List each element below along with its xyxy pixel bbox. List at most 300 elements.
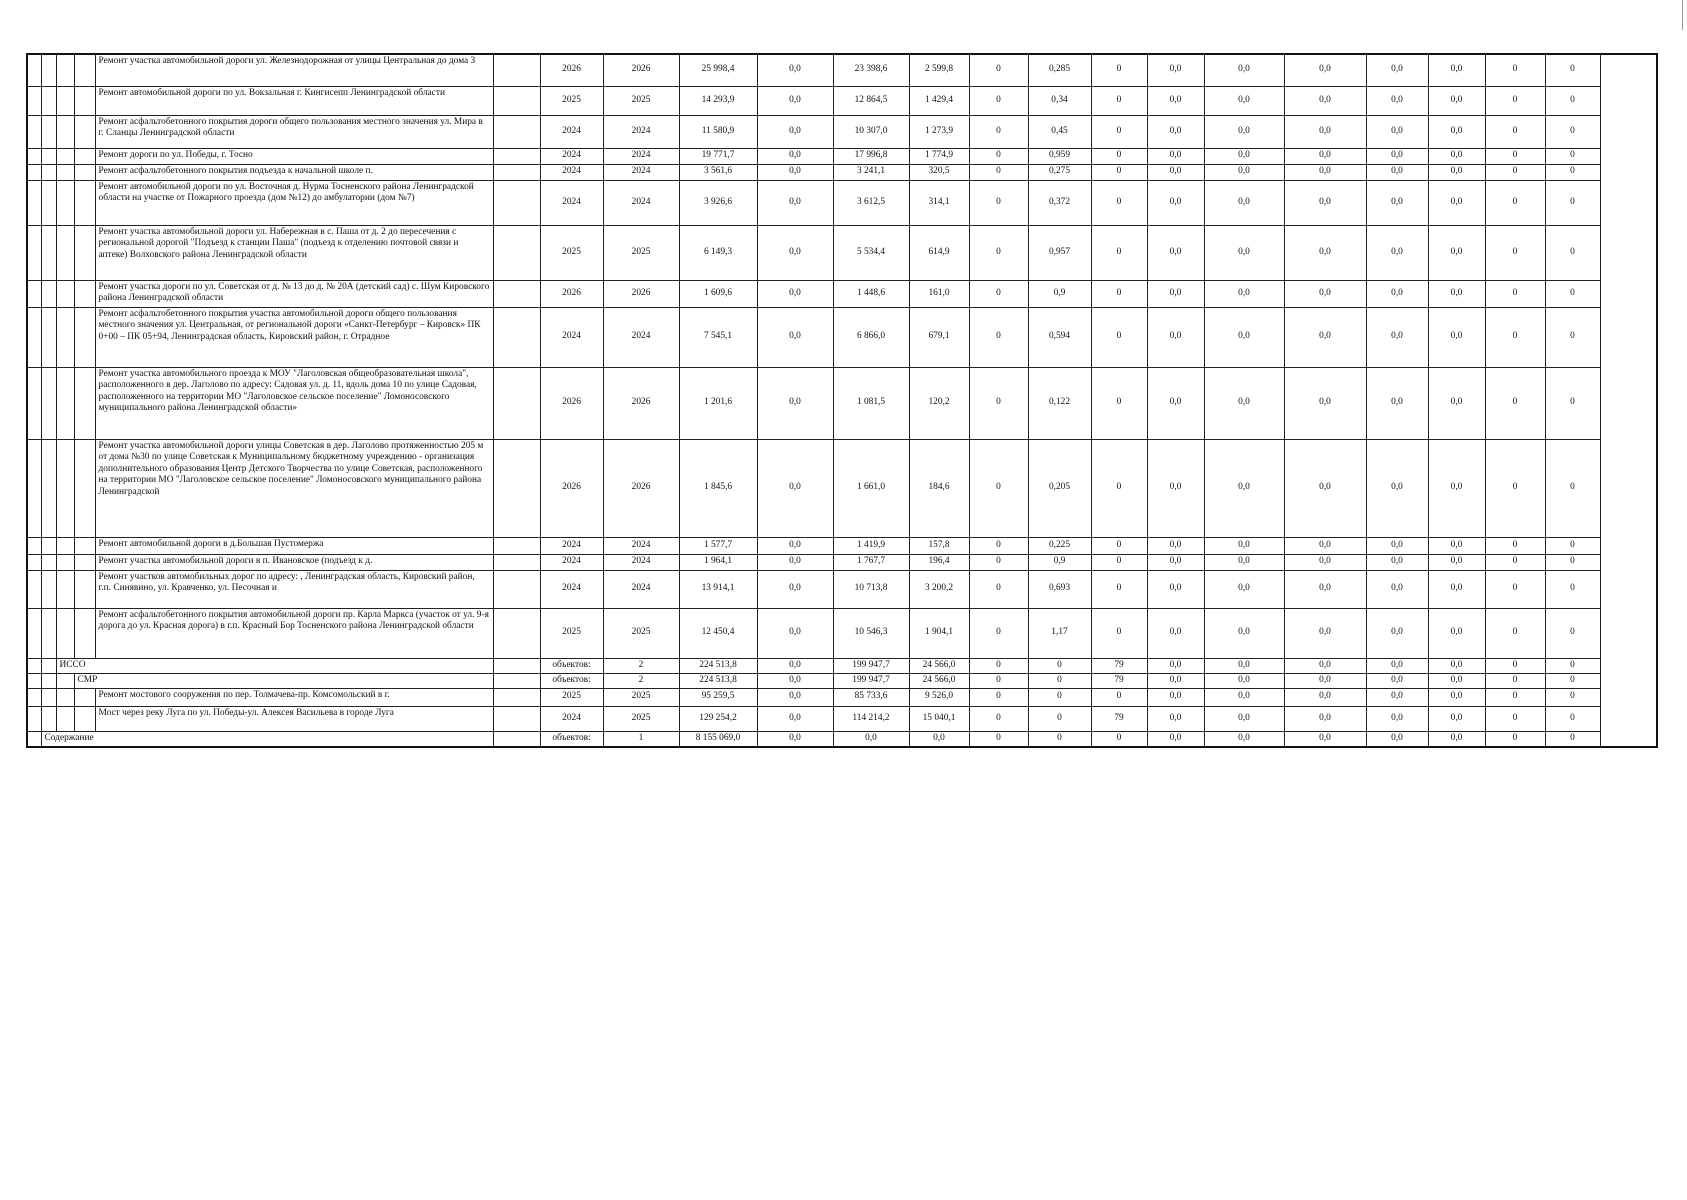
value-cell: 0,0: [1284, 706, 1366, 731]
value-cell: 0,0: [1428, 86, 1485, 115]
table-row: [27, 164, 1657, 180]
value-cell: 0: [1545, 115, 1600, 148]
object-description: Ремонт мостового сооружения по пер. Толмачева-пр. Комсомольский в г.: [95, 688, 493, 706]
object-description: Ремонт участка автомобильной дороги в п. Ивановское (подъезд к д.: [95, 554, 493, 570]
value-cell: 0,0: [757, 731, 833, 747]
table-row: [27, 439, 1657, 537]
value-cell: 0,0: [757, 608, 833, 658]
value-cell: 0: [1545, 280, 1600, 307]
value-cell: 0: [1545, 731, 1600, 747]
value-cell: 0,0: [909, 731, 969, 747]
value-cell: 0: [1028, 673, 1091, 688]
spacer-cell: [493, 688, 540, 706]
value-cell: 314,1: [909, 180, 969, 225]
value-cell: 0,0: [1366, 225, 1428, 280]
start-year: 2026: [540, 280, 603, 307]
level-cell: [41, 148, 56, 164]
value-cell: 0: [1485, 439, 1545, 537]
value-cell: 0,0: [1204, 439, 1284, 537]
spacer-cell: [493, 115, 540, 148]
value-cell: 10 713,8: [833, 570, 909, 608]
value-cell: 3 241,1: [833, 164, 909, 180]
start-year: 2025: [540, 86, 603, 115]
object-description: Ремонт участка автомобильной дороги улицы Советская в дер. Лаголово протяженностью 205 м от дома №30 по улице Советская к Муниципальному бюджетному учреждению - организация дополнительного образования Центр Детского Творчества по улице Советская, расположенного на территории МО "Лаголовское сельское поселение" Ломоносовского муниципального района Ленинградской: [95, 439, 493, 537]
value-cell: 0: [969, 225, 1028, 280]
level-cell: [27, 307, 41, 367]
level-cell: [56, 307, 74, 367]
value-cell: 0,0: [1428, 570, 1485, 608]
level-cell: [56, 180, 74, 225]
start-year: 2025: [540, 688, 603, 706]
value-cell: 0,0: [1428, 225, 1485, 280]
value-cell: 0,0: [1284, 115, 1366, 148]
level-cell: [74, 688, 95, 706]
level-cell: [56, 537, 74, 554]
value-cell: 0: [1485, 706, 1545, 731]
value-cell: 0,0: [1366, 115, 1428, 148]
level-cell: [74, 280, 95, 307]
value-cell: 161,0: [909, 280, 969, 307]
value-cell: 614,9: [909, 225, 969, 280]
value-cell: 9 526,0: [909, 688, 969, 706]
value-cell: 0,0: [1284, 608, 1366, 658]
isso-label: ИССО: [56, 658, 493, 673]
value-cell: 0,0: [757, 554, 833, 570]
value-cell: 3 200,2: [909, 570, 969, 608]
level-cell: [27, 673, 41, 688]
object-description: Ремонт автомобильной дороги по ул. Вокзальная г. Кингисепп Ленинградской области: [95, 86, 493, 115]
value-cell: 0,0: [1284, 280, 1366, 307]
value-cell: 0,0: [1204, 54, 1284, 86]
value-cell: 0: [1485, 554, 1545, 570]
value-cell: 0,285: [1028, 54, 1091, 86]
end-year: 2024: [603, 554, 679, 570]
spacer-cell: [493, 148, 540, 164]
value-cell: 0,0: [1284, 164, 1366, 180]
value-cell: 0: [1091, 439, 1147, 537]
value-cell: 0,0: [1366, 731, 1428, 747]
level-cell: [27, 731, 41, 747]
value-cell: 0,0: [1284, 570, 1366, 608]
value-cell: 0,0: [757, 367, 833, 439]
value-cell: 0: [1545, 570, 1600, 608]
start-year: 2026: [540, 439, 603, 537]
value-cell: 6 866,0: [833, 307, 909, 367]
table-row: [27, 115, 1657, 148]
value-cell: 0,0: [1366, 148, 1428, 164]
spacer-cell: [493, 537, 540, 554]
level-cell: [56, 225, 74, 280]
value-cell: 0,0: [1284, 439, 1366, 537]
value-cell: 23 398,6: [833, 54, 909, 86]
value-cell: 0,0: [1428, 673, 1485, 688]
table-row: [27, 86, 1657, 115]
spacer-cell: [493, 554, 540, 570]
table-row: [27, 554, 1657, 570]
value-cell: 0: [1485, 367, 1545, 439]
level-cell: [41, 608, 56, 658]
value-cell: 0,0: [1284, 658, 1366, 673]
value-cell: 0: [1485, 673, 1545, 688]
start-year: 2024: [540, 180, 603, 225]
value-cell: 0,0: [1428, 554, 1485, 570]
value-cell: 0,0: [757, 570, 833, 608]
table-row: [27, 280, 1657, 307]
value-cell: 0: [1485, 307, 1545, 367]
value-cell: 0,0: [1284, 180, 1366, 225]
level-cell: [41, 115, 56, 148]
level-cell: [56, 115, 74, 148]
value-cell: 0: [1545, 537, 1600, 554]
value-cell: 0,0: [1204, 554, 1284, 570]
value-cell: 24 566,0: [909, 658, 969, 673]
value-cell: 0,594: [1028, 307, 1091, 367]
end-year: 2024: [603, 164, 679, 180]
value-cell: 0: [1485, 570, 1545, 608]
value-cell: 0,0: [1147, 673, 1204, 688]
value-cell: 0,0: [1147, 164, 1204, 180]
value-cell: 0: [1545, 658, 1600, 673]
value-cell: 1 201,6: [679, 367, 757, 439]
value-cell: 0,0: [1428, 54, 1485, 86]
value-cell: 0,0: [1428, 688, 1485, 706]
value-cell: 0: [1091, 225, 1147, 280]
value-cell: 1 577,7: [679, 537, 757, 554]
value-cell: 0,0: [1147, 608, 1204, 658]
value-cell: 0,0: [1428, 658, 1485, 673]
value-cell: 0: [1485, 537, 1545, 554]
spacer-cell: [493, 367, 540, 439]
value-cell: 0,0: [1428, 148, 1485, 164]
value-cell: 0: [969, 570, 1028, 608]
level-cell: [27, 180, 41, 225]
value-cell: 0: [1485, 180, 1545, 225]
value-cell: 79: [1091, 706, 1147, 731]
object-description: Ремонт автомобильной дороги по ул. Восточная д. Нурма Тосненского района Ленинградской области на участке от Пожарного проезда (дом №12) до амбулатории (дом №7): [95, 180, 493, 225]
spacer-cell: [493, 658, 540, 673]
value-cell: 0,0: [1147, 86, 1204, 115]
value-cell: 0: [1091, 280, 1147, 307]
value-cell: 0,0: [757, 225, 833, 280]
value-cell: 0: [1028, 706, 1091, 731]
end-year: 2026: [603, 54, 679, 86]
level-cell: [41, 367, 56, 439]
value-cell: 0: [1028, 658, 1091, 673]
value-cell: 0: [969, 439, 1028, 537]
value-cell: 0,0: [1366, 164, 1428, 180]
end-year: 2024: [603, 307, 679, 367]
value-cell: 0,0: [1204, 706, 1284, 731]
object-count: 2: [603, 673, 679, 688]
value-cell: 0,0: [757, 115, 833, 148]
level-cell: [27, 688, 41, 706]
value-cell: 224 513,8: [679, 658, 757, 673]
value-cell: 0,205: [1028, 439, 1091, 537]
object-description: Ремонт автомобильной дороги в д.Большая Пустомержа: [95, 537, 493, 554]
object-description: Ремонт участка дороги по ул. Советская от д. № 13 до д. № 20А (детский сад) с. Шум Кировского района Ленинградской области: [95, 280, 493, 307]
level-cell: [56, 54, 74, 86]
value-cell: 0,0: [1428, 180, 1485, 225]
value-cell: 0,0: [757, 706, 833, 731]
value-cell: 0,0: [1204, 673, 1284, 688]
end-year: 2024: [603, 180, 679, 225]
object-count: 1: [603, 731, 679, 747]
value-cell: 0,0: [1284, 731, 1366, 747]
level-cell: [74, 225, 95, 280]
object-description: Ремонт участка автомобильной дороги ул. Набережная в с. Паша от д. 2 до пересечения с региональной дорогой "Подъезд к станции Паша" (подъезд к отделению почтовой связи и аптеке) Волховского района Ленинградской области: [95, 225, 493, 280]
value-cell: 0: [1545, 439, 1600, 537]
start-year: 2024: [540, 570, 603, 608]
start-year: 2025: [540, 225, 603, 280]
level-cell: [74, 180, 95, 225]
level-cell: [56, 280, 74, 307]
value-cell: 0,0: [1428, 367, 1485, 439]
value-cell: 0: [1091, 608, 1147, 658]
value-cell: 12 864,5: [833, 86, 909, 115]
value-cell: 679,1: [909, 307, 969, 367]
level-cell: [56, 570, 74, 608]
level-cell: [56, 148, 74, 164]
value-cell: 0,0: [1204, 367, 1284, 439]
object-description: Ремонт дороги по ул. Победы, г. Тосно: [95, 148, 493, 164]
level-cell: [56, 706, 74, 731]
value-cell: 1 964,1: [679, 554, 757, 570]
value-cell: 0,0: [1284, 673, 1366, 688]
value-cell: 320,5: [909, 164, 969, 180]
value-cell: 8 155 069,0: [679, 731, 757, 747]
value-cell: 7 545,1: [679, 307, 757, 367]
table-row: [27, 688, 1657, 706]
level-cell: [41, 570, 56, 608]
value-cell: 0,0: [757, 673, 833, 688]
level-cell: [74, 148, 95, 164]
level-cell: [56, 688, 74, 706]
value-cell: 0: [1091, 115, 1147, 148]
object-description: Мост через реку Луга по ул. Победы-ул. Алексея Васильева в городе Луга: [95, 706, 493, 731]
level-cell: [74, 439, 95, 537]
value-cell: 0,0: [1204, 608, 1284, 658]
value-cell: 0,0: [757, 54, 833, 86]
level-cell: [41, 54, 56, 86]
value-cell: 0: [1091, 537, 1147, 554]
level-cell: [74, 115, 95, 148]
level-cell: [74, 608, 95, 658]
value-cell: 0,0: [1366, 439, 1428, 537]
value-cell: 0,0: [1204, 731, 1284, 747]
end-year: 2025: [603, 688, 679, 706]
level-cell: [27, 54, 41, 86]
value-cell: 0: [1485, 688, 1545, 706]
value-cell: 199 947,7: [833, 673, 909, 688]
value-cell: 114 214,2: [833, 706, 909, 731]
level-cell: [27, 706, 41, 731]
value-cell: 0: [969, 537, 1028, 554]
value-cell: 0: [1485, 731, 1545, 747]
value-cell: 0,0: [1366, 537, 1428, 554]
end-year: 2025: [603, 86, 679, 115]
start-year: 2024: [540, 115, 603, 148]
value-cell: 0,0: [1147, 731, 1204, 747]
value-cell: 0: [1545, 148, 1600, 164]
value-cell: 0,122: [1028, 367, 1091, 439]
value-cell: 129 254,2: [679, 706, 757, 731]
end-year: 2024: [603, 148, 679, 164]
level-cell: [56, 86, 74, 115]
value-cell: 0: [1485, 148, 1545, 164]
level-cell: [56, 608, 74, 658]
value-cell: 0,0: [1366, 688, 1428, 706]
value-cell: 0,0: [1428, 706, 1485, 731]
value-cell: 17 996,8: [833, 148, 909, 164]
spacer-cell: [493, 225, 540, 280]
level-cell: [74, 164, 95, 180]
value-cell: 0: [969, 180, 1028, 225]
value-cell: 0,0: [1147, 225, 1204, 280]
level-cell: [74, 570, 95, 608]
value-cell: 0,0: [1366, 86, 1428, 115]
value-cell: 0: [1545, 54, 1600, 86]
value-cell: 0,0: [1147, 180, 1204, 225]
spacer-cell: [493, 731, 540, 747]
level-cell: [41, 280, 56, 307]
value-cell: 0,0: [1147, 554, 1204, 570]
end-year: 2026: [603, 280, 679, 307]
spacer-cell: [493, 307, 540, 367]
level-cell: [74, 706, 95, 731]
value-cell: 0,0: [1147, 148, 1204, 164]
spacer-cell: [493, 180, 540, 225]
value-cell: 0: [1545, 673, 1600, 688]
value-cell: 0,0: [1147, 280, 1204, 307]
value-cell: 0,0: [1204, 115, 1284, 148]
value-cell: 24 566,0: [909, 673, 969, 688]
spacer-cell: [493, 673, 540, 688]
summary-row-smr: [27, 673, 1657, 688]
level-cell: [41, 658, 56, 673]
value-cell: 0,9: [1028, 554, 1091, 570]
level-cell: [27, 115, 41, 148]
value-cell: 0: [969, 115, 1028, 148]
value-cell: 0,275: [1028, 164, 1091, 180]
value-cell: 0: [1091, 148, 1147, 164]
value-cell: 0,0: [1366, 706, 1428, 731]
value-cell: 1 419,9: [833, 537, 909, 554]
level-cell: [27, 148, 41, 164]
value-cell: 0,0: [1428, 280, 1485, 307]
object-count: 2: [603, 658, 679, 673]
table-row: [27, 180, 1657, 225]
value-cell: 0,0: [1366, 367, 1428, 439]
level-cell: [41, 554, 56, 570]
level-cell: [74, 367, 95, 439]
start-year: 2024: [540, 554, 603, 570]
value-cell: 0: [1485, 86, 1545, 115]
value-cell: 0: [969, 658, 1028, 673]
value-cell: 0: [969, 554, 1028, 570]
value-cell: 0,0: [1284, 54, 1366, 86]
value-cell: 0,0: [1284, 688, 1366, 706]
value-cell: 0,0: [1366, 608, 1428, 658]
value-cell: 0: [969, 673, 1028, 688]
value-cell: 0,0: [1366, 280, 1428, 307]
value-cell: 19 771,7: [679, 148, 757, 164]
table-row: [27, 307, 1657, 367]
end-year: 2026: [603, 367, 679, 439]
value-cell: 0,0: [1204, 658, 1284, 673]
value-cell: 0,0: [1204, 180, 1284, 225]
value-cell: 0,0: [1428, 307, 1485, 367]
level-cell: [74, 86, 95, 115]
value-cell: 0,9: [1028, 280, 1091, 307]
value-cell: 95 259,5: [679, 688, 757, 706]
value-cell: 0: [969, 731, 1028, 747]
value-cell: 6 149,3: [679, 225, 757, 280]
value-cell: 0,0: [1204, 307, 1284, 367]
value-cell: 0,0: [1428, 608, 1485, 658]
object-description: Ремонт участка автомобильного проезда к МОУ "Лаголовская общеобразовательная школа", расположенного в дер. Лаголово по адресу: Садовая ул. д. 11, вдоль дома 10 по улице Садовая, расположенного на территории МО "Лаголовское сельское поселение" Ломоносовского муниципального района Ленинградской области»: [95, 367, 493, 439]
value-cell: 1,17: [1028, 608, 1091, 658]
start-year: 2026: [540, 54, 603, 86]
value-cell: 0,0: [757, 537, 833, 554]
road-works-table-page: [26, 53, 1643, 748]
value-cell: 0: [1091, 54, 1147, 86]
end-year: 2024: [603, 537, 679, 554]
level-cell: [74, 307, 95, 367]
page-edge-line: [1682, 0, 1684, 30]
value-cell: 0,0: [1147, 706, 1204, 731]
value-cell: 1 429,4: [909, 86, 969, 115]
spacer-cell: [493, 280, 540, 307]
table-row: [27, 225, 1657, 280]
value-cell: 0: [1091, 367, 1147, 439]
value-cell: 1 661,0: [833, 439, 909, 537]
level-cell: [27, 554, 41, 570]
level-cell: [27, 608, 41, 658]
value-cell: 0,225: [1028, 537, 1091, 554]
value-cell: 0,0: [1366, 658, 1428, 673]
level-cell: [74, 54, 95, 86]
value-cell: 0: [969, 688, 1028, 706]
value-cell: 1 845,6: [679, 439, 757, 537]
value-cell: 1 273,9: [909, 115, 969, 148]
value-cell: 0,0: [757, 86, 833, 115]
value-cell: 0: [1485, 608, 1545, 658]
value-cell: 0,0: [1147, 570, 1204, 608]
end-year: 2025: [603, 225, 679, 280]
value-cell: 3 561,6: [679, 164, 757, 180]
value-cell: 157,8: [909, 537, 969, 554]
end-year: 2024: [603, 115, 679, 148]
spacer-cell: [493, 439, 540, 537]
value-cell: 12 450,4: [679, 608, 757, 658]
value-cell: 0,0: [1204, 280, 1284, 307]
value-cell: 1 774,9: [909, 148, 969, 164]
value-cell: 0: [1485, 658, 1545, 673]
value-cell: 196,4: [909, 554, 969, 570]
value-cell: 0,0: [1284, 367, 1366, 439]
level-cell: [27, 367, 41, 439]
maintenance-label: Содержание: [41, 731, 493, 747]
value-cell: 0: [1545, 706, 1600, 731]
spacer-cell: [493, 164, 540, 180]
value-cell: 0,0: [1284, 554, 1366, 570]
value-cell: 0: [969, 54, 1028, 86]
value-cell: 0: [1545, 180, 1600, 225]
value-cell: 85 733,6: [833, 688, 909, 706]
start-year: 2024: [540, 164, 603, 180]
start-year: 2024: [540, 706, 603, 731]
value-cell: 0: [1028, 688, 1091, 706]
